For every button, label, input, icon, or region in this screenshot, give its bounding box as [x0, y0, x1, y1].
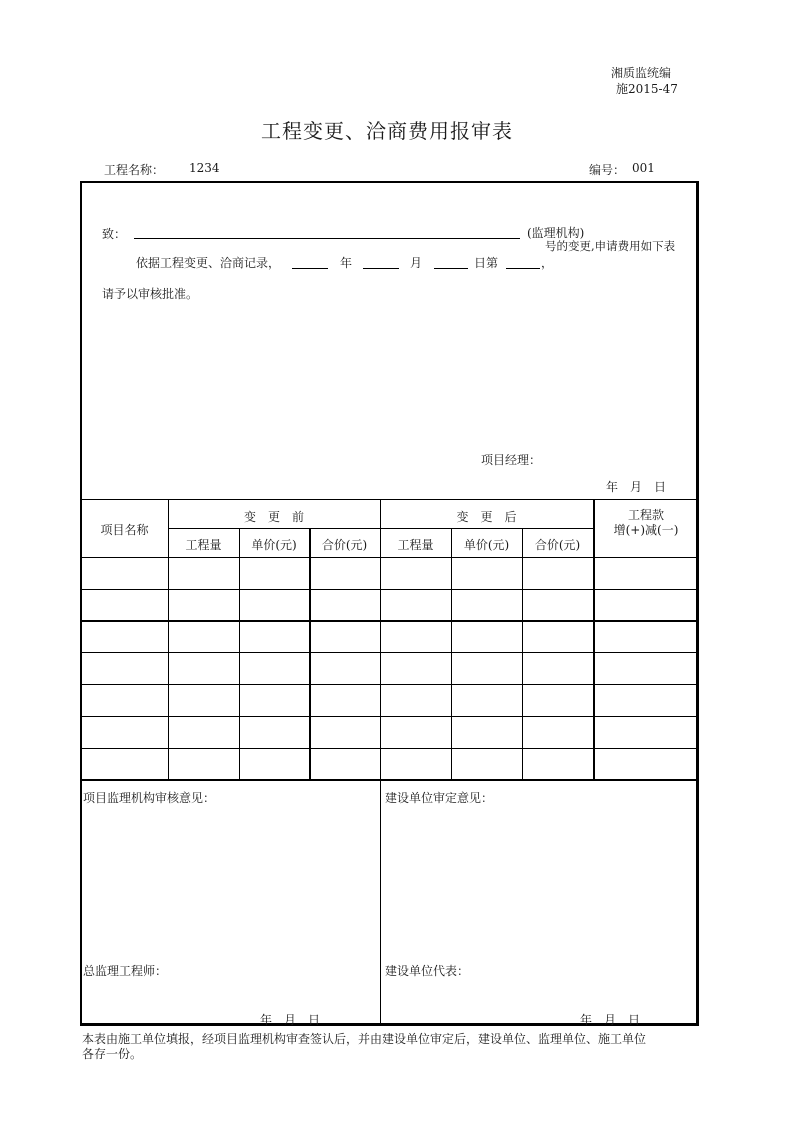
year-blank[interactable]: [292, 268, 328, 269]
opinions-divider: [380, 780, 381, 1025]
form-number-label: 编号：: [589, 163, 626, 177]
recipient-underline[interactable]: [134, 238, 520, 239]
form-frame: [80, 181, 699, 1026]
footer-note-line1: 本表由施工单位填报，经项目监理机构审查签认后，并由建设单位审定后，建设单位、监理单位、施工单位: [82, 1032, 647, 1046]
builder-rep-label: 建设单位代表：: [385, 964, 470, 978]
form-number-value: 001: [632, 161, 655, 175]
footer-note-line2: 各存一份。: [82, 1047, 143, 1061]
to-suffix: (监理机构): [527, 226, 585, 240]
day-blank[interactable]: [434, 268, 468, 269]
col-line: [522, 528, 523, 780]
builder-date: 年 月 日: [580, 1013, 641, 1027]
amount-header-line1: 工程款: [627, 508, 664, 522]
item-name-header: 项目名称: [100, 523, 149, 537]
body-prefix: 依据工程变更、洽商记录，: [136, 256, 281, 270]
amount-header-line2: 增(+)减(一): [613, 523, 679, 537]
row-line: [81, 684, 698, 685]
body-tail: 号的变更,申请费用如下表: [545, 239, 676, 253]
row-line: [81, 557, 698, 558]
form-code-line2: 施2015-47: [616, 82, 678, 96]
col-line: [593, 499, 595, 780]
col-line: [309, 528, 311, 780]
month-text: 月: [410, 256, 423, 270]
request-text: 请予以审核批准。: [102, 287, 199, 301]
sub-header-total-after: 合价(元): [534, 538, 581, 552]
table-top-line: [81, 499, 698, 500]
manager-date: 年 月 日: [606, 480, 667, 494]
row-line: [81, 652, 698, 653]
sub-header-qty-after: 工程量: [397, 538, 434, 552]
change-no-blank[interactable]: [506, 268, 540, 269]
project-name-value: 1234: [189, 161, 220, 175]
to-label: 致：: [102, 227, 127, 241]
after-header: 变 更 后: [456, 510, 517, 524]
year-text: 年: [340, 256, 353, 270]
supervisor-date: 年 月 日: [260, 1013, 321, 1027]
builder-opinion-label: 建设单位审定意见：: [385, 791, 494, 805]
month-blank[interactable]: [363, 268, 399, 269]
sub-header-unit-price-before: 单价(元): [251, 538, 297, 552]
col-line: [451, 528, 452, 780]
project-name-label: 工程名称：: [104, 163, 165, 177]
row-line: [81, 620, 698, 622]
manager-label: 项目经理：: [481, 453, 542, 467]
sub-header-unit-price-after: 单价(元): [463, 538, 510, 552]
row-line: [81, 748, 698, 749]
chief-engineer-label: 总监理工程师：: [83, 964, 168, 978]
row-line: [81, 716, 698, 717]
day-no-text: 日第: [474, 256, 499, 270]
before-header: 变 更 前: [243, 510, 304, 524]
page-title: 工程变更、洽商费用报审表: [261, 119, 513, 143]
comma-text: ，: [541, 256, 554, 270]
sub-header-qty-before: 工程量: [185, 538, 222, 552]
row-line: [81, 589, 698, 590]
supervisor-opinion-label: 项目监理机构审核意见：: [83, 791, 216, 805]
opinions-top-line: [81, 779, 698, 781]
col-line: [239, 528, 240, 780]
form-code-line1: 湘质监统编: [611, 66, 672, 80]
sub-header-total-before: 合价(元): [321, 538, 368, 552]
